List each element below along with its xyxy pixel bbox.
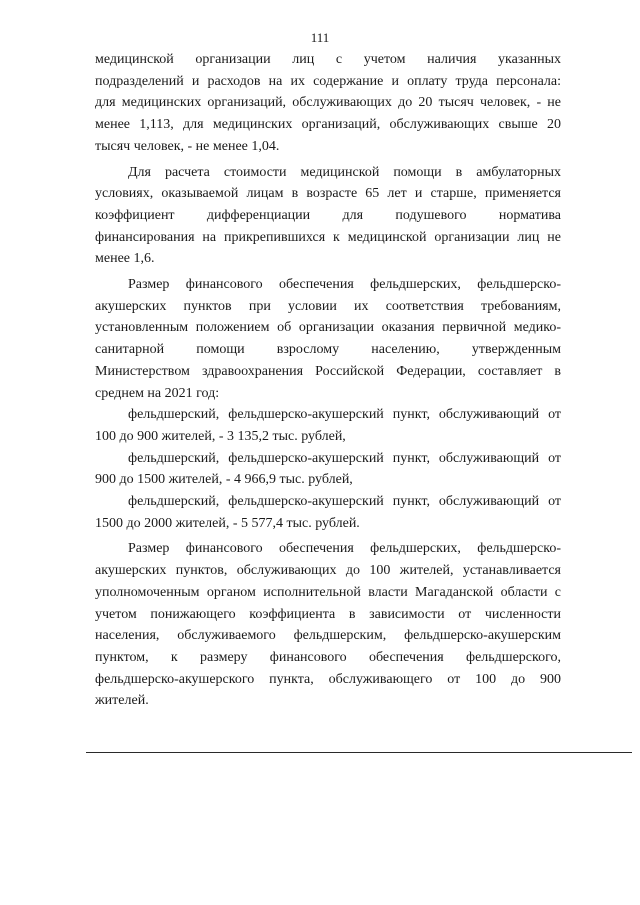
text-line: фельдшерский, фельдшерско-акушерский пункт, обслуживающий от	[128, 494, 561, 510]
text-line: Для расчета стоимости медицинской помощи в амбулаторных	[128, 164, 561, 180]
paragraph-continuation	[95, 49, 561, 158]
text-line: жителей.	[95, 693, 149, 709]
page-number: 111	[310, 30, 330, 45]
paragraph-small-feldsher-points	[95, 538, 561, 712]
text-line: медицинской организации лиц с учетом наличия указанных	[95, 52, 561, 67]
list-item-1500-2000	[95, 491, 561, 534]
text-line: коэффициент дифференциации для подушевого норматива	[95, 207, 561, 223]
text-line: фельдшерский, фельдшерско-акушерский пункт, обслуживающий от	[128, 407, 561, 423]
text-line: финансирования на прикрепившихся к медицинской организации лиц не	[95, 229, 561, 245]
text-line: менее 1,113, для медицинских организаций, обслуживающих свыше 20	[95, 117, 561, 133]
text-line: санитарной помощи взрослому населению, утвержденным	[95, 342, 561, 358]
text-line: учетом понижающего коэффициента в зависимости от численности	[95, 606, 561, 622]
list-item-100-900	[95, 404, 561, 447]
text-line: Размер финансового обеспечения фельдшерских, фельдшерско-	[128, 277, 561, 293]
page-bottom-rule	[86, 752, 632, 753]
text-line: акушерских пунктов, обслуживающих до 100 жителей, устанавливается	[95, 563, 561, 579]
text-line: акушерских пунктов при условии их соответствия требованиям,	[95, 298, 561, 314]
text-line: населения, обслуживаемого фельдшерским, фельдшерско-акушерским	[95, 628, 561, 644]
list-item-900-1500	[95, 448, 561, 491]
text-line: подразделений и расходов на их содержание и оплату труда персонала:	[95, 73, 561, 89]
text-line: фельдшерско-акушерского пункта, обслуживающего от 100 до 900	[95, 671, 561, 687]
text-line: 1500 до 2000 жителей, - 5 577,4 тыс. рублей.	[95, 515, 360, 531]
document-body	[95, 49, 561, 712]
paragraph-coefficient-65-plus	[95, 162, 561, 271]
text-line: фельдшерский, фельдшерско-акушерский пункт, обслуживающий от	[128, 450, 561, 466]
text-line: 100 до 900 жителей, - 3 135,2 тыс. рублей,	[95, 428, 346, 444]
text-line: тысяч человек, - не менее 1,04.	[95, 138, 280, 154]
text-line: среднем на 2021 год:	[95, 385, 220, 401]
text-line: уполномоченным органом исполнительной власти Магаданской области с	[95, 584, 561, 600]
text-line: условиях, оказываемой лицам в возрасте 65 лет и старше, применяется	[95, 186, 561, 202]
text-line: пунктом, к размеру финансового обеспечения фельдшерского,	[95, 649, 561, 665]
text-line: для медицинских организаций, обслуживающих до 20 тысяч человек, - не	[95, 95, 561, 111]
text-line: Размер финансового обеспечения фельдшерских, фельдшерско-	[128, 541, 561, 557]
text-line: Министерством здравоохранения Российской Федерации, составляет в	[95, 363, 561, 379]
text-line: менее 1,6.	[95, 251, 155, 267]
text-line: установленным положением об организации оказания первичной медико-	[95, 320, 561, 336]
paragraph-feldsher-funding	[95, 274, 561, 404]
text-line: 900 до 1500 жителей, - 4 966,9 тыс. рублей,	[95, 472, 353, 488]
